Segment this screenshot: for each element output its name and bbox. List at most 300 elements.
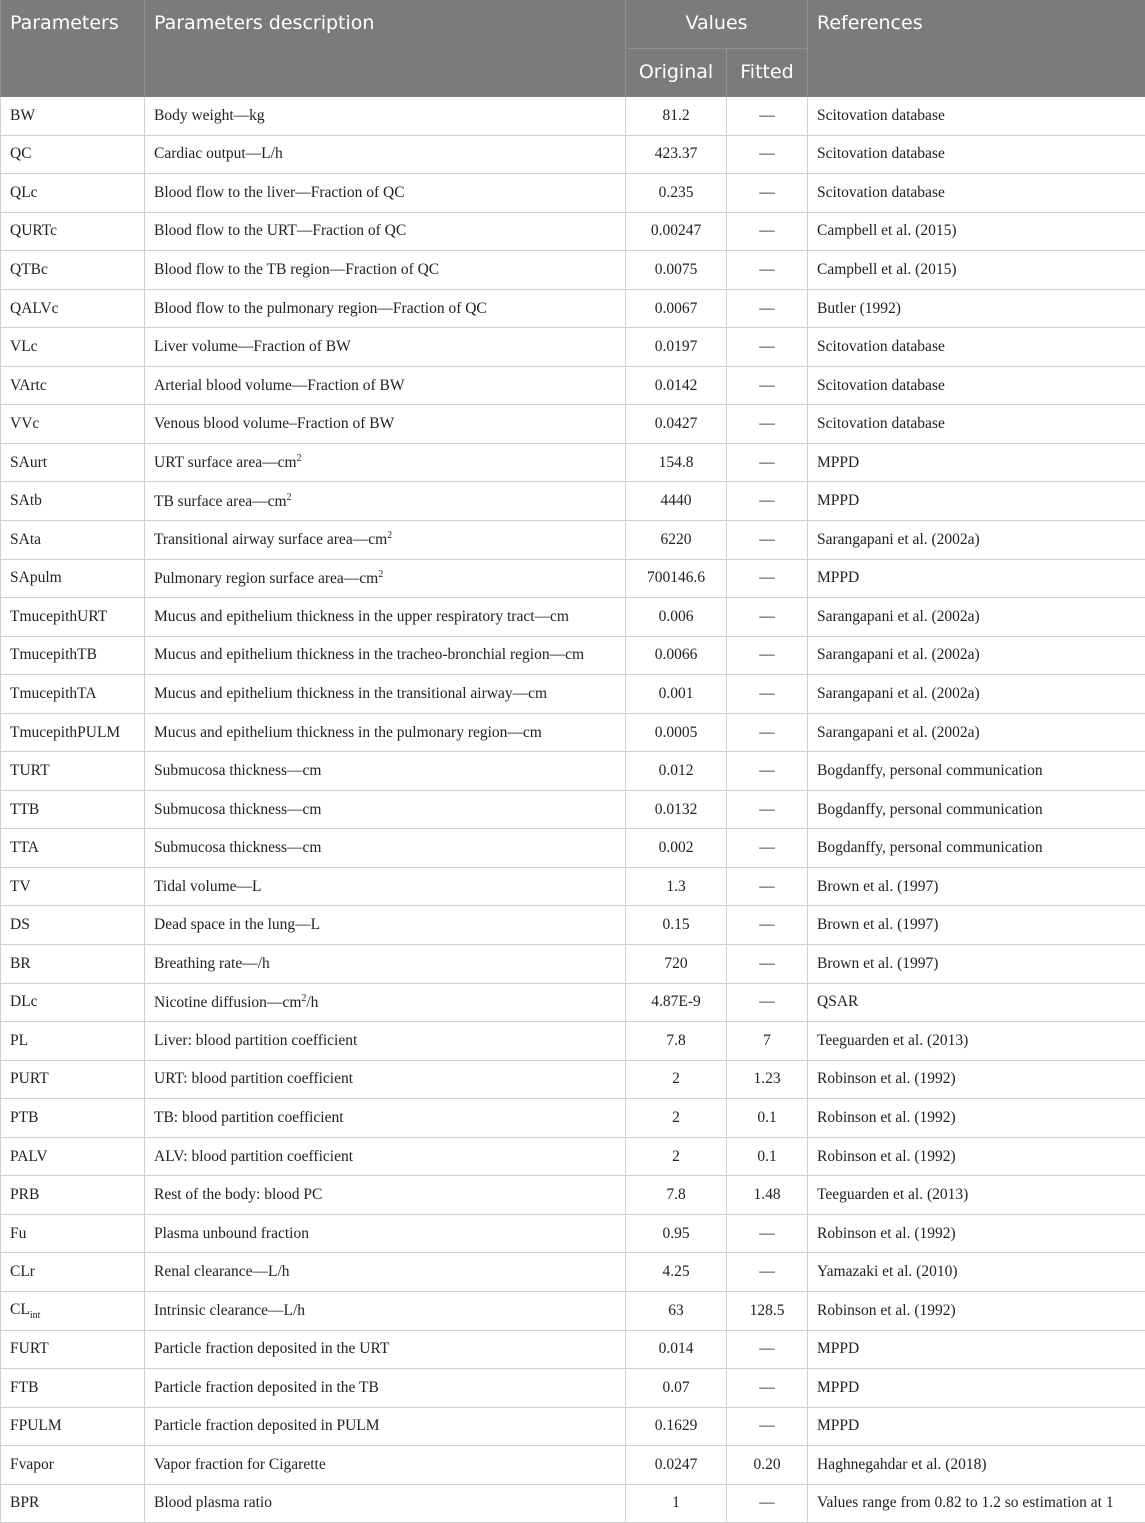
description-cell <box>145 790 626 829</box>
param-name: FTB <box>10 1379 38 1396</box>
table-row <box>1 212 1145 251</box>
param-cell <box>1 482 145 521</box>
description-cell <box>145 983 626 1022</box>
original-value: 0.002 <box>626 829 727 868</box>
description-cell <box>145 945 626 984</box>
description-text: TB: blood partition coefficient <box>154 1109 344 1126</box>
header-references: References <box>808 0 1145 97</box>
original-value: 2 <box>626 1137 727 1176</box>
reference-cell: Campbell et al. (2015) <box>808 251 1145 290</box>
table-row <box>1 1060 1145 1099</box>
description-text: Mucus and epithelium thickness in the upper respiratory tract—cm <box>154 608 569 625</box>
reference-cell: Teeguarden et al. (2013) <box>808 1176 1145 1215</box>
param-name: PALV <box>10 1148 48 1165</box>
param-cell <box>1 1176 145 1215</box>
param-cell <box>1 135 145 174</box>
description-cell <box>145 752 626 791</box>
original-value: 7.8 <box>626 1022 727 1061</box>
param-name: SApulm <box>10 569 62 586</box>
param-cell <box>1 212 145 251</box>
table-row <box>1 1291 1145 1330</box>
reference-cell: Scitovation database <box>808 97 1145 135</box>
table-row <box>1 906 1145 945</box>
reference-cell: Sarangapani et al. (2002a) <box>808 675 1145 714</box>
fitted-value: 0.20 <box>727 1446 808 1485</box>
description-cell <box>145 1214 626 1253</box>
description-text: Nicotine diffusion—cm <box>154 994 301 1011</box>
original-value: 0.0005 <box>626 713 727 752</box>
table-row <box>1 1446 1145 1485</box>
description-text: Plasma unbound fraction <box>154 1225 309 1242</box>
original-value: 0.15 <box>626 906 727 945</box>
reference-cell: MPPD <box>808 1330 1145 1369</box>
reference-cell: Bogdanffy, personal communication <box>808 752 1145 791</box>
original-value: 0.0427 <box>626 405 727 444</box>
description-text: Blood flow to the TB region—Fraction of QC <box>154 261 439 278</box>
description-text: Transitional airway surface area—cm <box>154 531 387 548</box>
original-value: 0.1629 <box>626 1407 727 1446</box>
fitted-value: 1.23 <box>727 1060 808 1099</box>
description-text: Breathing rate—/h <box>154 955 270 972</box>
param-cell <box>1 1099 145 1138</box>
original-value: 4.25 <box>626 1253 727 1292</box>
table-row <box>1 945 1145 984</box>
reference-cell: Scitovation database <box>808 405 1145 444</box>
description-text: ALV: blood partition coefficient <box>154 1148 353 1165</box>
description-text: Intrinsic clearance—L/h <box>154 1302 305 1319</box>
param-cell <box>1 1060 145 1099</box>
original-value: 0.235 <box>626 174 727 213</box>
table-row <box>1 482 1145 521</box>
fitted-value: — <box>727 675 808 714</box>
reference-cell: Robinson et al. (1992) <box>808 1137 1145 1176</box>
original-value: 0.0132 <box>626 790 727 829</box>
description-cell <box>145 482 626 521</box>
description-text: TB surface area—cm <box>154 493 287 510</box>
description-cell <box>145 867 626 906</box>
param-name: QURTc <box>10 222 57 239</box>
table-row <box>1 752 1145 791</box>
table-row <box>1 521 1145 560</box>
param-name: BPR <box>10 1494 39 1511</box>
description-cell <box>145 1330 626 1369</box>
fitted-value: — <box>727 829 808 868</box>
description-text: Body weight—kg <box>154 107 265 124</box>
fitted-value: — <box>727 906 808 945</box>
reference-cell: Brown et al. (1997) <box>808 867 1145 906</box>
fitted-value: 0.1 <box>727 1137 808 1176</box>
original-value: 4.87E-9 <box>626 983 727 1022</box>
param-cell <box>1 598 145 637</box>
param-cell <box>1 366 145 405</box>
description-cell <box>145 405 626 444</box>
fitted-value: — <box>727 174 808 213</box>
original-value: 7.8 <box>626 1176 727 1215</box>
fitted-value: — <box>727 521 808 560</box>
description-cell <box>145 97 626 135</box>
table-row <box>1 174 1145 213</box>
param-name: TTB <box>10 801 39 818</box>
param-name: QC <box>10 145 32 162</box>
reference-cell: Bogdanffy, personal communication <box>808 829 1145 868</box>
param-cell <box>1 945 145 984</box>
param-cell <box>1 1022 145 1061</box>
fitted-value: — <box>727 1253 808 1292</box>
description-superscript: 2 <box>301 993 306 1004</box>
param-cell <box>1 521 145 560</box>
param-cell <box>1 174 145 213</box>
table-body <box>1 97 1145 1523</box>
description-text: Venous blood volume–Fraction of BW <box>154 415 394 432</box>
description-cell <box>145 1484 626 1523</box>
description-cell <box>145 1369 626 1408</box>
description-cell <box>145 1253 626 1292</box>
param-cell <box>1 1484 145 1523</box>
description-cell <box>145 1407 626 1446</box>
table-row <box>1 366 1145 405</box>
param-name: CLr <box>10 1263 35 1280</box>
description-cell <box>145 559 626 598</box>
description-cell <box>145 906 626 945</box>
param-name: Fvapor <box>10 1456 54 1473</box>
header-values: Values <box>626 0 808 49</box>
table-row <box>1 135 1145 174</box>
fitted-value: — <box>727 1484 808 1523</box>
original-value: 0.0247 <box>626 1446 727 1485</box>
original-value: 0.0075 <box>626 251 727 290</box>
param-name: PRB <box>10 1186 39 1203</box>
fitted-value: — <box>727 1330 808 1369</box>
param-cell <box>1 1369 145 1408</box>
fitted-value: — <box>727 135 808 174</box>
reference-cell: Robinson et al. (1992) <box>808 1291 1145 1330</box>
description-cell <box>145 251 626 290</box>
param-name: FURT <box>10 1340 49 1357</box>
reference-cell: MPPD <box>808 443 1145 482</box>
original-value: 1 <box>626 1484 727 1523</box>
reference-cell: MPPD <box>808 559 1145 598</box>
description-text: Particle fraction deposited in the URT <box>154 1340 389 1357</box>
original-value: 423.37 <box>626 135 727 174</box>
original-value: 0.001 <box>626 675 727 714</box>
description-cell <box>145 174 626 213</box>
description-cell <box>145 289 626 328</box>
description-cell <box>145 713 626 752</box>
description-text: URT: blood partition coefficient <box>154 1070 353 1087</box>
table-row <box>1 1330 1145 1369</box>
description-superscript: 2 <box>297 453 302 464</box>
table-row <box>1 598 1145 637</box>
param-name: BW <box>10 107 35 124</box>
fitted-value: — <box>727 636 808 675</box>
param-cell <box>1 1291 145 1330</box>
fitted-value: — <box>727 405 808 444</box>
description-text: Submucosa thickness—cm <box>154 762 321 779</box>
param-name: DLc <box>10 993 38 1010</box>
table-row <box>1 97 1145 135</box>
param-name: BR <box>10 955 31 972</box>
description-text: Dead space in the lung—L <box>154 916 320 933</box>
description-cell <box>145 212 626 251</box>
table-row <box>1 559 1145 598</box>
param-cell <box>1 443 145 482</box>
reference-cell: MPPD <box>808 1369 1145 1408</box>
original-value: 0.00247 <box>626 212 727 251</box>
reference-cell: Sarangapani et al. (2002a) <box>808 521 1145 560</box>
fitted-value: — <box>727 251 808 290</box>
param-name: PL <box>10 1032 28 1049</box>
param-cell <box>1 906 145 945</box>
original-value: 81.2 <box>626 97 727 135</box>
param-name: TV <box>10 878 31 895</box>
table-row <box>1 983 1145 1022</box>
description-superscript: 2 <box>378 569 383 580</box>
description-text: Cardiac output—L/h <box>154 145 283 162</box>
param-cell <box>1 675 145 714</box>
table-row <box>1 1484 1145 1523</box>
table-row <box>1 289 1145 328</box>
description-text: Particle fraction deposited in PULM <box>154 1417 380 1434</box>
param-name: DS <box>10 916 30 933</box>
fitted-value: — <box>727 790 808 829</box>
description-superscript: 2 <box>387 530 392 541</box>
table-row <box>1 251 1145 290</box>
original-value: 63 <box>626 1291 727 1330</box>
reference-cell: Sarangapani et al. (2002a) <box>808 598 1145 637</box>
original-value: 2 <box>626 1099 727 1138</box>
description-cell <box>145 1137 626 1176</box>
table-row <box>1 1214 1145 1253</box>
param-cell <box>1 1214 145 1253</box>
fitted-value: — <box>727 212 808 251</box>
param-cell <box>1 867 145 906</box>
header-parameters: Parameters <box>1 0 145 97</box>
param-name: FPULM <box>10 1417 62 1434</box>
param-cell <box>1 713 145 752</box>
param-cell <box>1 1137 145 1176</box>
description-text: Submucosa thickness—cm <box>154 801 321 818</box>
param-cell <box>1 289 145 328</box>
reference-cell: Teeguarden et al. (2013) <box>808 1022 1145 1061</box>
fitted-value: — <box>727 97 808 135</box>
reference-cell: Brown et al. (1997) <box>808 906 1145 945</box>
reference-cell: Scitovation database <box>808 328 1145 367</box>
param-name: TURT <box>10 762 50 779</box>
reference-cell: Robinson et al. (1992) <box>808 1060 1145 1099</box>
reference-cell: Butler (1992) <box>808 289 1145 328</box>
table-row <box>1 1407 1145 1446</box>
reference-cell: QSAR <box>808 983 1145 1022</box>
description-text: Pulmonary region surface area—cm <box>154 570 378 587</box>
fitted-value: — <box>727 482 808 521</box>
description-text: Vapor fraction for Cigarette <box>154 1456 326 1473</box>
description-cell <box>145 328 626 367</box>
param-name: TmucepithTB <box>10 646 97 663</box>
param-name: TTA <box>10 839 39 856</box>
param-name: Fu <box>10 1225 26 1242</box>
param-cell <box>1 1407 145 1446</box>
original-value: 700146.6 <box>626 559 727 598</box>
table-row <box>1 713 1145 752</box>
original-value: 0.95 <box>626 1214 727 1253</box>
fitted-value: — <box>727 752 808 791</box>
original-value: 154.8 <box>626 443 727 482</box>
param-name: QLc <box>10 184 38 201</box>
table-row <box>1 1176 1145 1215</box>
param-name: PTB <box>10 1109 38 1126</box>
original-value: 0.0142 <box>626 366 727 405</box>
fitted-value: — <box>727 289 808 328</box>
param-cell <box>1 636 145 675</box>
fitted-value: — <box>727 1407 808 1446</box>
description-cell <box>145 1022 626 1061</box>
description-text: Mucus and epithelium thickness in the tracheo-bronchial region—cm <box>154 646 584 663</box>
description-text: Liver volume—Fraction of BW <box>154 338 351 355</box>
description-cell <box>145 366 626 405</box>
fitted-value: — <box>727 328 808 367</box>
description-cell <box>145 1060 626 1099</box>
description-cell <box>145 1099 626 1138</box>
param-name: VArtc <box>10 377 47 394</box>
param-cell <box>1 1446 145 1485</box>
description-text: Particle fraction deposited in the TB <box>154 1379 379 1396</box>
header-description: Parameters description <box>145 0 626 97</box>
reference-cell: Bogdanffy, personal communication <box>808 790 1145 829</box>
param-name: TmucepithURT <box>10 608 107 625</box>
description-cell <box>145 521 626 560</box>
description-cell <box>145 135 626 174</box>
fitted-value: — <box>727 366 808 405</box>
description-cell <box>145 829 626 868</box>
reference-cell: Haghnegahdar et al. (2018) <box>808 1446 1145 1485</box>
description-text: Blood flow to the pulmonary region—Fraction of QC <box>154 300 487 317</box>
description-text: Tidal volume—L <box>154 878 262 895</box>
description-cell <box>145 1176 626 1215</box>
header-fitted: Fitted <box>727 49 808 98</box>
fitted-value: — <box>727 713 808 752</box>
param-cell <box>1 752 145 791</box>
original-value: 0.006 <box>626 598 727 637</box>
param-name: PURT <box>10 1070 49 1087</box>
param-cell <box>1 405 145 444</box>
fitted-value: — <box>727 1369 808 1408</box>
table-row <box>1 1022 1145 1061</box>
description-superscript: 2 <box>287 492 292 503</box>
param-cell <box>1 1330 145 1369</box>
param-name: QALVc <box>10 300 59 317</box>
description-text: Liver: blood partition coefficient <box>154 1032 357 1049</box>
table-row <box>1 636 1145 675</box>
param-cell <box>1 790 145 829</box>
param-cell <box>1 328 145 367</box>
description-text: Rest of the body: blood PC <box>154 1186 322 1203</box>
reference-cell: Sarangapani et al. (2002a) <box>808 713 1145 752</box>
table-row <box>1 1099 1145 1138</box>
description-cell <box>145 636 626 675</box>
fitted-value: — <box>727 559 808 598</box>
description-text: URT surface area—cm <box>154 454 297 471</box>
description-cell <box>145 1291 626 1330</box>
param-name: TmucepithTA <box>10 685 97 702</box>
description-text: Mucus and epithelium thickness in the pulmonary region—cm <box>154 724 542 741</box>
description-cell <box>145 1446 626 1485</box>
param-subscript: int <box>30 1310 41 1321</box>
table-row <box>1 443 1145 482</box>
reference-cell: Values range from 0.82 to 1.2 so estimation at 1 <box>808 1484 1145 1523</box>
fitted-value: — <box>727 443 808 482</box>
description-text: Arterial blood volume—Fraction of BW <box>154 377 405 394</box>
param-name: SAta <box>10 531 41 548</box>
fitted-value: — <box>727 598 808 637</box>
description-text: Blood flow to the liver—Fraction of QC <box>154 184 405 201</box>
description-text: Blood plasma ratio <box>154 1494 272 1511</box>
param-name: TmucepithPULM <box>10 724 120 741</box>
fitted-value: — <box>727 945 808 984</box>
param-name: QTBc <box>10 261 48 278</box>
description-text: Submucosa thickness—cm <box>154 839 321 856</box>
param-cell <box>1 983 145 1022</box>
description-text: Blood flow to the URT—Fraction of QC <box>154 222 406 239</box>
table-header <box>1 0 1145 97</box>
fitted-value: 1.48 <box>727 1176 808 1215</box>
fitted-value: 128.5 <box>727 1291 808 1330</box>
table-row <box>1 1369 1145 1408</box>
param-cell <box>1 251 145 290</box>
description-text: Mucus and epithelium thickness in the transitional airway—cm <box>154 685 547 702</box>
param-cell <box>1 1253 145 1292</box>
reference-cell: Brown et al. (1997) <box>808 945 1145 984</box>
original-value: 0.014 <box>626 1330 727 1369</box>
reference-cell: Sarangapani et al. (2002a) <box>808 636 1145 675</box>
original-value: 0.0197 <box>626 328 727 367</box>
fitted-value: — <box>727 867 808 906</box>
param-cell <box>1 97 145 135</box>
description-suffix: /h <box>306 994 318 1011</box>
reference-cell: Robinson et al. (1992) <box>808 1214 1145 1253</box>
param-name: VLc <box>10 338 38 355</box>
table-row <box>1 405 1145 444</box>
fitted-value: — <box>727 1214 808 1253</box>
description-cell <box>145 443 626 482</box>
reference-cell: Scitovation database <box>808 174 1145 213</box>
param-name: SAtb <box>10 492 42 509</box>
param-cell <box>1 559 145 598</box>
original-value: 6220 <box>626 521 727 560</box>
table-row <box>1 328 1145 367</box>
reference-cell: Scitovation database <box>808 135 1145 174</box>
reference-cell: Scitovation database <box>808 366 1145 405</box>
description-text: Renal clearance—L/h <box>154 1263 290 1280</box>
table-row <box>1 1137 1145 1176</box>
table-row <box>1 829 1145 868</box>
fitted-value: 0.1 <box>727 1099 808 1138</box>
original-value: 0.0066 <box>626 636 727 675</box>
header-original: Original <box>626 49 727 98</box>
reference-cell: Robinson et al. (1992) <box>808 1099 1145 1138</box>
param-name: SAurt <box>10 454 47 471</box>
table-row <box>1 867 1145 906</box>
param-cell <box>1 829 145 868</box>
description-cell <box>145 675 626 714</box>
reference-cell: MPPD <box>808 482 1145 521</box>
original-value: 1.3 <box>626 867 727 906</box>
table-row <box>1 1253 1145 1292</box>
fitted-value: 7 <box>727 1022 808 1061</box>
original-value: 2 <box>626 1060 727 1099</box>
fitted-value: — <box>727 983 808 1022</box>
original-value: 0.012 <box>626 752 727 791</box>
param-name: CL <box>10 1301 30 1318</box>
